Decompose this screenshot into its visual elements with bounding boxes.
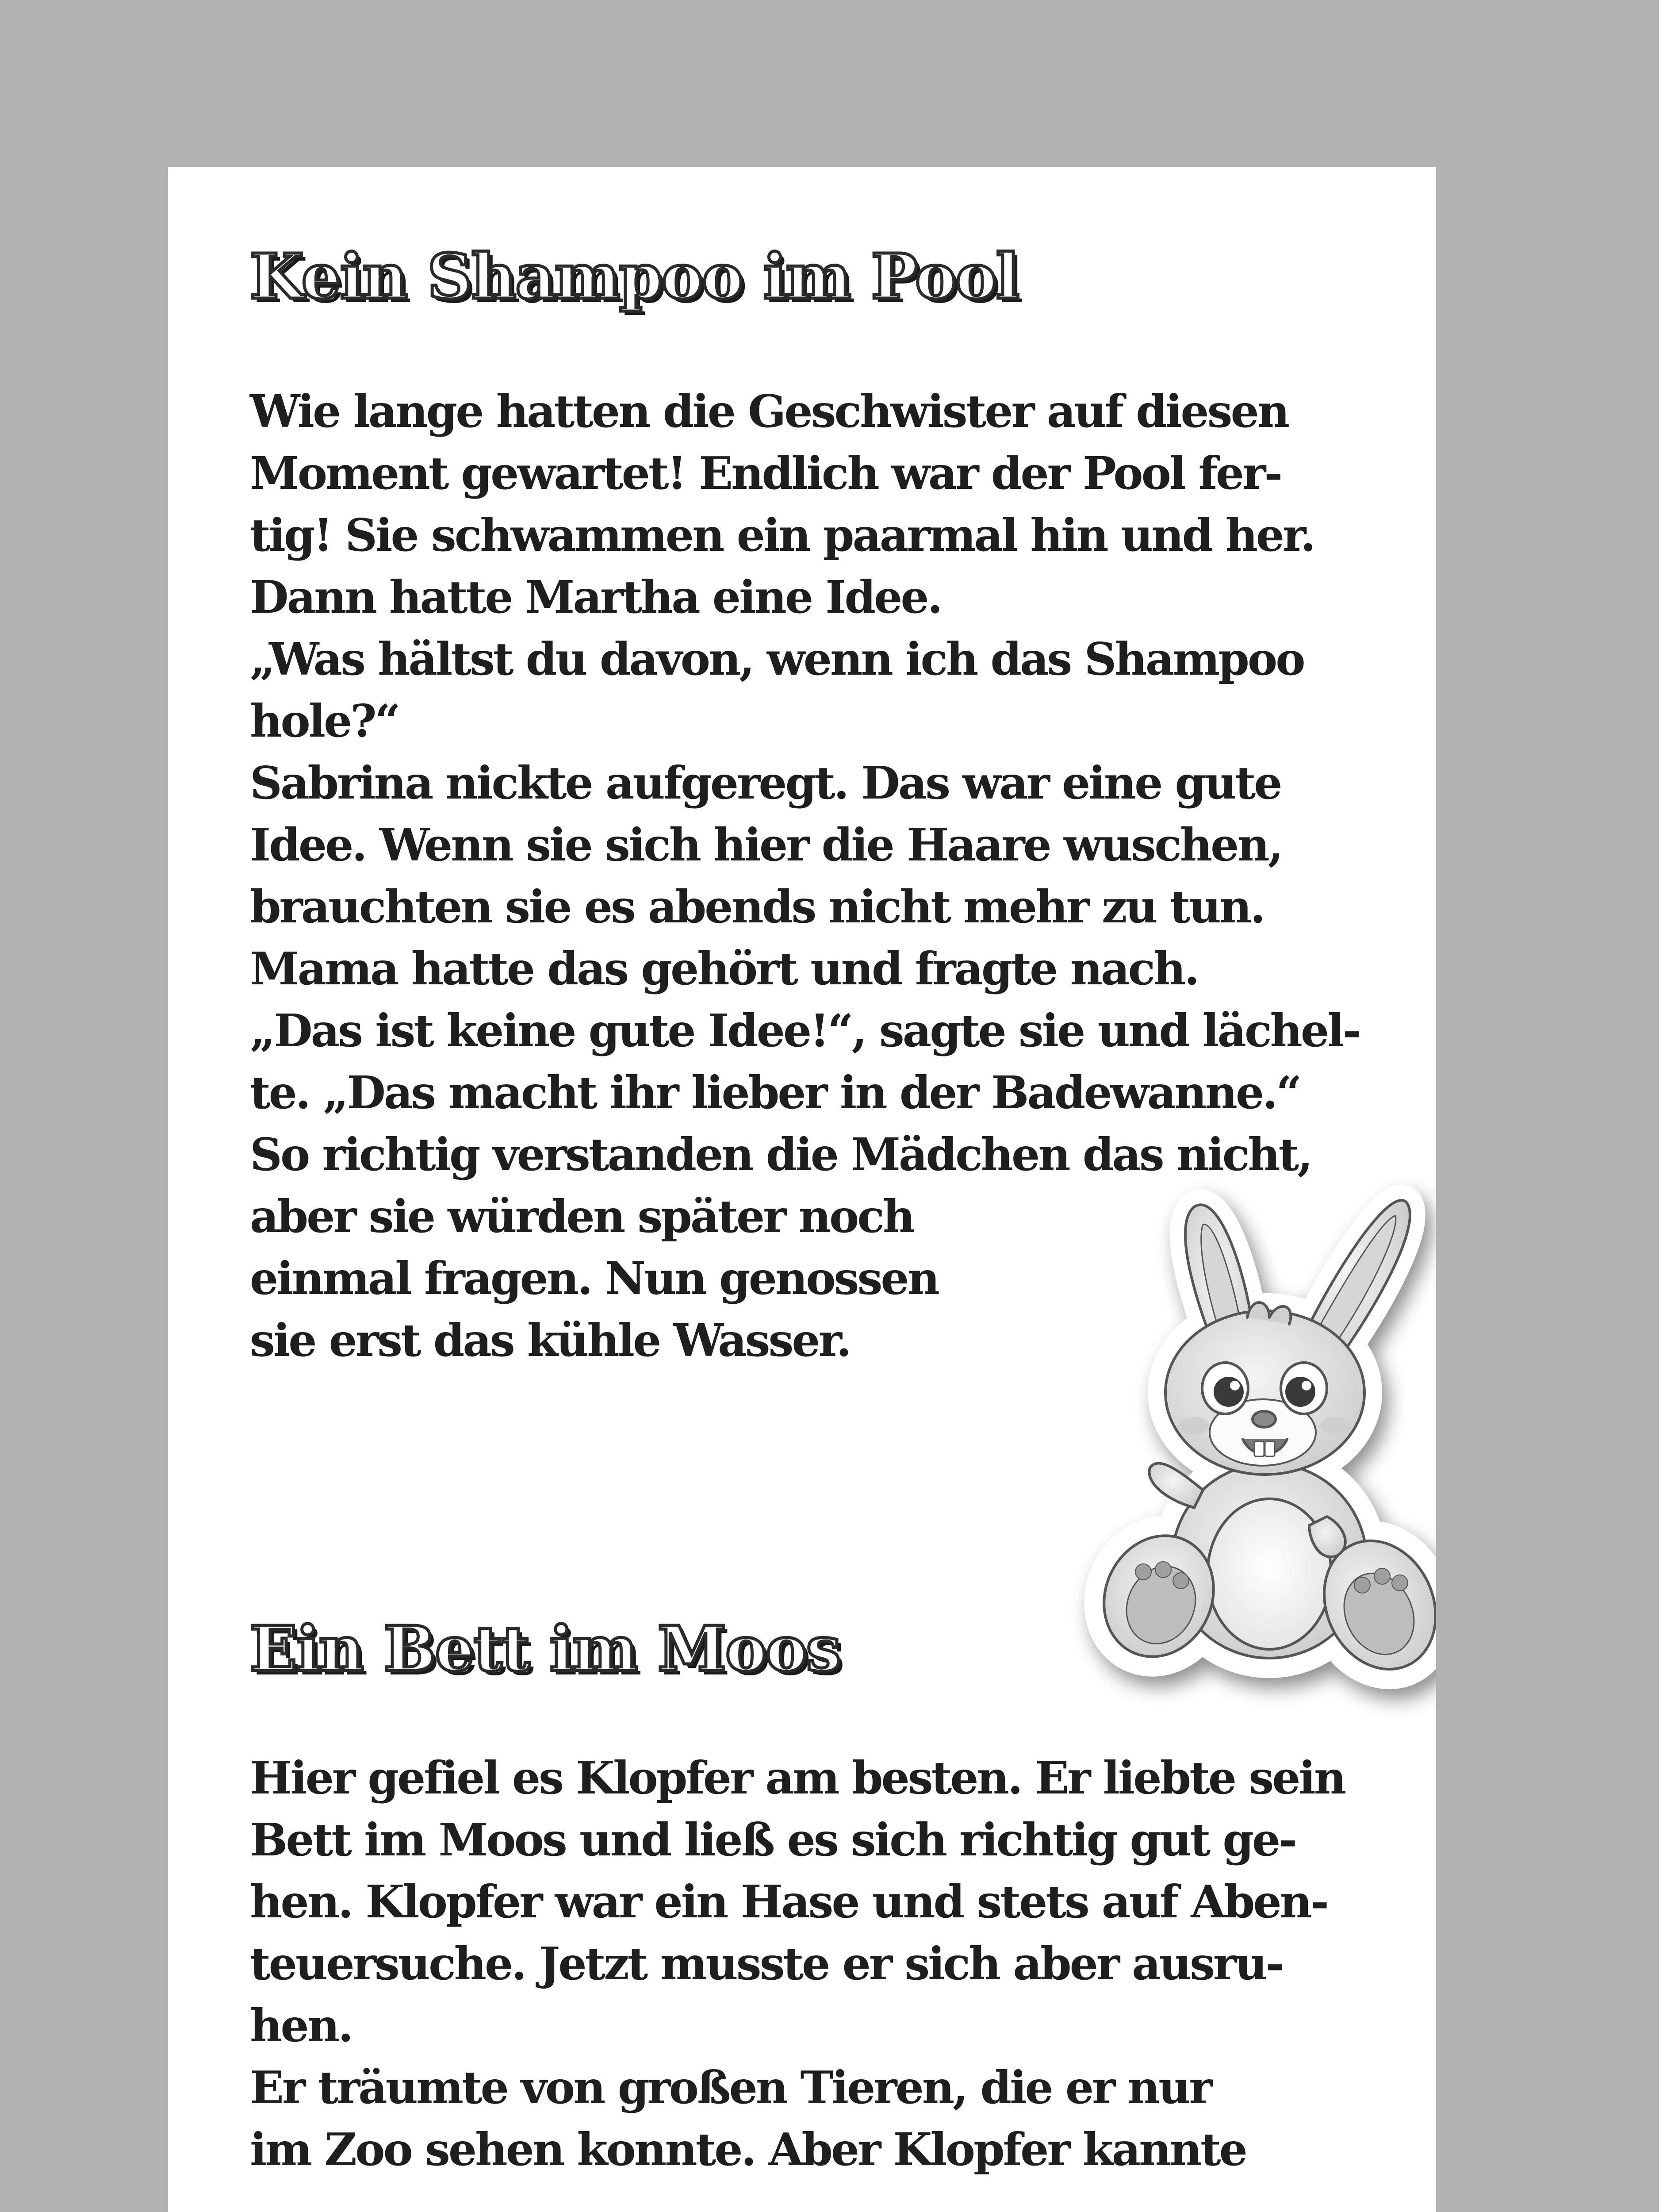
text-line: tig! Sie schwammen ein paarmal hin und her. xyxy=(250,509,1314,561)
text-line: Bett im Moos und ließ es sich richtig gut ge- xyxy=(250,1813,1296,1866)
text-line: hen. Klopfer war ein Hase und stets auf Aben- xyxy=(250,1875,1327,1928)
text-line: sie erst das kühle Wasser. xyxy=(250,1314,850,1367)
text-line: Idee. Wenn sie sich hier die Haare wuschen, xyxy=(250,818,1282,871)
text-line: Wie lange hatten die Geschwister auf diesen xyxy=(250,385,1288,438)
text-line: Mama hatte das gehört und fragte nach. xyxy=(250,942,1198,995)
text-line: So richtig verstanden die Mädchen das nicht, xyxy=(250,1128,1311,1181)
text-line: te. „Das macht ihr lieber in der Badewanne.“ xyxy=(250,1066,1300,1119)
text-line: einmal fragen. Nun genossen xyxy=(250,1252,939,1305)
text-line: im Zoo sehen konnte. Aber Klopfer kannte xyxy=(250,2123,1246,2176)
text-line: aber sie würden später noch xyxy=(250,1190,914,1243)
text-line: „Das ist keine gute Idee!“, sagte sie und lächel- xyxy=(250,1004,1360,1057)
book-page xyxy=(168,167,1436,2212)
text-line: brauchten sie es abends nicht mehr zu tun. xyxy=(250,880,1264,933)
text-line: hen. xyxy=(250,1999,352,2052)
story-text-moos xyxy=(250,1747,1345,2181)
text-line: Er träumte von großen Tieren, die er nur xyxy=(250,2061,1211,2114)
text-line: Hier gefiel es Klopfer am besten. Er liebte sein xyxy=(250,1751,1345,1804)
text-line: „Was hältst du davon, wenn ich das Shampoo xyxy=(250,633,1304,685)
text-line: Moment gewartet! Endlich war der Pool fer- xyxy=(250,447,1281,499)
section-title-shampoo: Kein Shampoo im Pool xyxy=(250,241,1019,313)
section-title-moos: Ein Bett im Moos xyxy=(250,1613,840,1686)
text-line: Dann hatte Martha eine Idee. xyxy=(250,571,941,623)
bunny-sticker-icon xyxy=(1061,1171,1436,1720)
text-line: teuersuche. Jetzt musste er sich aber ausru- xyxy=(250,1937,1283,1990)
text-line: Sabrina nickte aufgeregt. Das war eine gute xyxy=(250,757,1281,809)
text-line: hole?“ xyxy=(250,695,399,747)
